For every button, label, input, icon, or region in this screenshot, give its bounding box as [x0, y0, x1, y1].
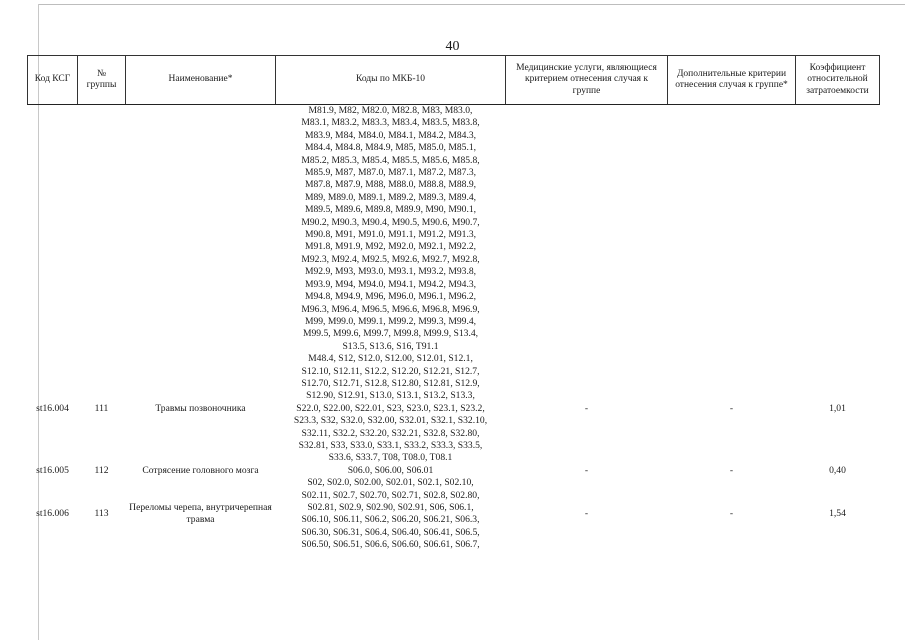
icd-code-line: S06.0, S06.00, S06.01	[347, 464, 434, 476]
table-row	[28, 353, 880, 465]
services-cell: -	[584, 402, 589, 414]
coefficient-cell: 0,40	[829, 464, 846, 476]
name-cell	[126, 105, 276, 354]
icd-code-line: S32.11, S32.2, S32.20, S32.21, S32.8, S32.80,	[301, 427, 480, 439]
criteria-cell: -	[729, 402, 734, 414]
icd-code-line: M94.8, M94.9, M96, M96.0, M96.1, M96.2,	[304, 291, 477, 303]
name-cell: Переломы черепа, внутричерепная травма	[129, 502, 272, 526]
group-number-cell: 111	[94, 402, 109, 414]
page-number: 40	[445, 39, 460, 54]
icd-code-line: M92.3, M92.4, M92.5, M92.6, M92.7, M92.8,	[301, 253, 480, 265]
icd-code-line: S12.10, S12.11, S12.2, S12.20, S12.21, S12.7,	[301, 365, 480, 377]
icd-code-line: M90.2, M90.3, M90.4, M90.5, M90.6, M90.7,	[301, 216, 480, 228]
page-edge-top	[38, 4, 905, 5]
icd-code-line: M48.4, S12, S12.0, S12.00, S12.01, S12.1,	[308, 353, 473, 365]
icd-code-line: M99, M99.0, M99.1, M99.2, M99.3, M99.4,	[304, 315, 477, 327]
icd-code-line: M85.9, M87, M87.0, M87.1, M87.2, M87.3,	[304, 167, 477, 179]
header-icd10-codes: Коды по МКБ-10	[276, 56, 506, 105]
icd-codes-cell	[276, 105, 506, 354]
icd-code-line: M99.5, M99.6, M99.7, M99.8, M99.9, S13.4,	[302, 328, 479, 340]
icd-code-line: M84.4, M84.8, M84.9, M85, M85.0, M85.1,	[304, 142, 477, 154]
criteria-cell: -	[729, 464, 734, 476]
icd-code-line: M92.9, M93, M93.0, M93.1, M93.2, M93.8,	[304, 266, 477, 278]
header-additional-criteria: Дополнительные критерии отнесения случая к группе*	[668, 56, 796, 105]
ksg-code-cell: st16.004	[36, 402, 69, 414]
table-header-row	[28, 56, 880, 105]
icd-code-line: S02.81, S02.9, S02.90, S02.91, S06, S06.1,	[307, 502, 474, 513]
coefficient-cell: 1,01	[829, 402, 846, 414]
group-number-cell: 112	[94, 464, 109, 476]
icd-code-line: S13.5, S13.6, S16, T91.1	[342, 340, 439, 352]
group-number-cell	[78, 105, 126, 354]
icd-code-line: S06.10, S06.11, S06.2, S06.20, S06.21, S06.3,	[301, 514, 480, 526]
icd-code-line: S02.11, S02.7, S02.70, S02.71, S02.8, S02.80,	[301, 489, 480, 501]
icd-code-line: S02, S02.0, S02.00, S02.01, S02.1, S02.10,	[307, 477, 474, 489]
table-row-continuation	[28, 105, 880, 354]
icd-code-line: S23.3, S32, S32.0, S32.00, S32.01, S32.1, S32.10,	[293, 415, 488, 427]
icd-code-line: S12.70, S12.71, S12.8, S12.80, S12.81, S12.9,	[301, 377, 480, 389]
header-group-number: № группы	[78, 56, 126, 105]
icd-code-line: S33.6, S33.7, T08, T08.0, T08.1	[328, 452, 453, 464]
header-medical-services: Медицинские услуги, являющиеся критерием отнесения случая к группе	[506, 56, 668, 105]
icd-codes-cell	[276, 465, 506, 477]
coefficient-cell: 1,54	[829, 508, 846, 520]
icd-code-line: M91.8, M91.9, M92, M92.0, M92.1, M92.2,	[304, 241, 477, 253]
ksg-code-cell: st16.006	[36, 508, 69, 520]
icd-code-line: M96.3, M96.4, M96.5, M96.6, M96.8, M96.9,	[301, 303, 480, 315]
ksg-table	[27, 55, 880, 552]
name-cell: Травмы позвоночника	[155, 402, 246, 414]
icd-code-line: M90.8, M91, M91.0, M91.1, M91.2, M91.3,	[304, 229, 477, 241]
ksg-code-cell	[28, 105, 78, 354]
table-body	[28, 105, 880, 552]
icd-code-line: S32.81, S33, S33.0, S33.1, S33.2, S33.3, S33.5,	[298, 439, 483, 451]
header-ksg-code: Код КСГ	[28, 56, 78, 105]
icd-codes-cell	[276, 353, 506, 465]
group-number-cell: 113	[94, 508, 109, 520]
icd-codes-cell	[276, 477, 506, 551]
services-cell: -	[584, 508, 589, 520]
table-row	[28, 465, 880, 477]
criteria-cell: -	[729, 508, 734, 520]
icd-code-line: M85.2, M85.3, M85.4, M85.5, M85.6, M85.8,	[301, 154, 480, 166]
icd-code-line: M93.9, M94, M94.0, M94.1, M94.2, M94.3,	[304, 278, 477, 290]
services-cell	[506, 105, 668, 354]
services-cell: -	[584, 464, 589, 476]
icd-code-line: M89.5, M89.6, M89.8, M89.9, M90, M90.1,	[304, 204, 477, 216]
coefficient-cell	[796, 105, 880, 354]
table-row	[28, 477, 880, 551]
icd-code-line: M83.9, M84, M84.0, M84.1, M84.2, M84.3,	[304, 129, 477, 141]
ksg-code-cell: st16.005	[36, 464, 69, 476]
icd-code-line: M89, M89.0, M89.1, M89.2, M89.3, M89.4,	[304, 191, 477, 203]
icd-code-line: S06.50, S06.51, S06.6, S06.60, S06.61, S06.7,	[301, 539, 480, 551]
icd-code-line: S06.30, S06.31, S06.4, S06.40, S06.41, S06.5,	[301, 526, 480, 538]
icd-code-line: S22.0, S22.00, S22.01, S23, S23.0, S23.1, S23.2,	[296, 402, 485, 414]
icd-code-line: M87.8, M87.9, M88, M88.0, M88.8, M88.9,	[304, 179, 477, 191]
icd-code-line: S12.90, S12.91, S13.0, S13.1, S13.2, S13.3,	[306, 390, 475, 402]
icd-code-line: M83.1, M83.2, M83.3, M83.4, M83.5, M83.8,	[301, 117, 480, 129]
header-cost-coefficient: Коэффициент относительной затратоемкости	[796, 56, 880, 105]
header-name: Наименование*	[126, 56, 276, 105]
criteria-cell	[668, 105, 796, 354]
icd-code-line: M81.9, M82, M82.0, M82.8, M83, M83.0,	[308, 105, 473, 116]
name-cell: Сотрясение головного мозга	[142, 464, 259, 476]
